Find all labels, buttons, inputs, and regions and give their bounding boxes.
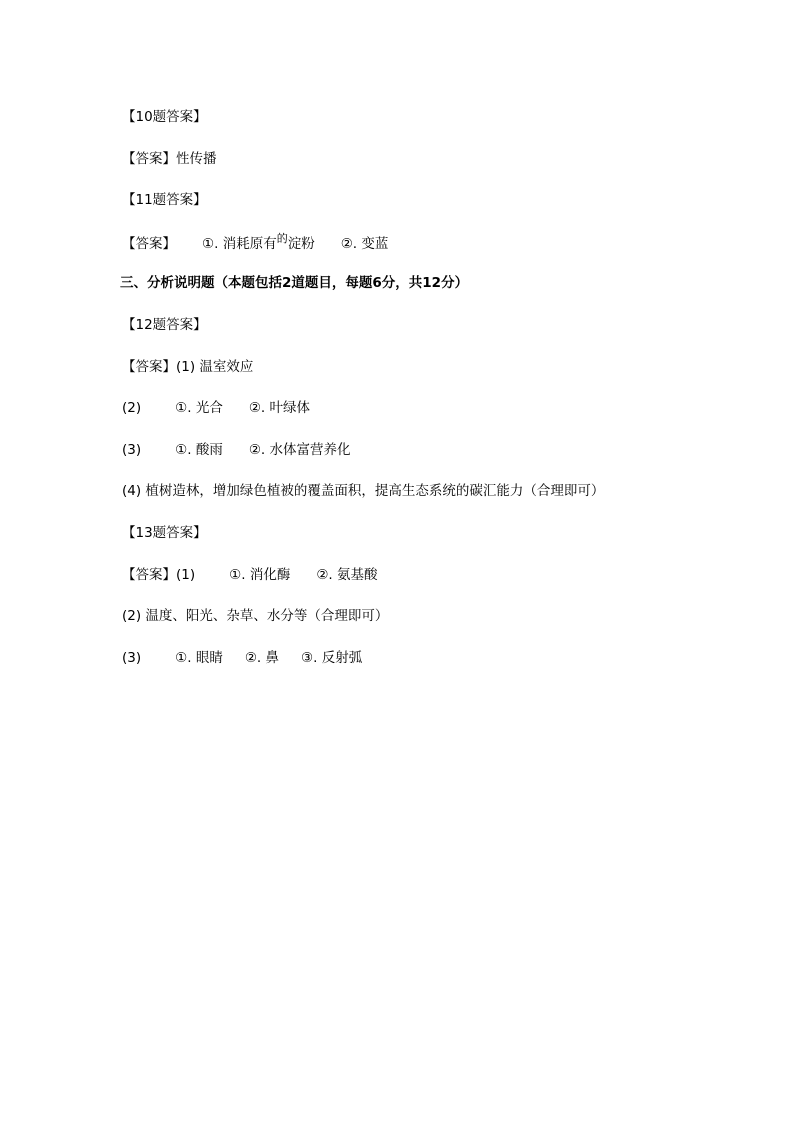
item-marker: ③. bbox=[301, 650, 318, 666]
answer-label: 【答案】 bbox=[122, 567, 176, 583]
q13-part1 bbox=[122, 566, 378, 584]
item-marker: ①. bbox=[202, 236, 219, 252]
item-marker: ②. bbox=[244, 650, 262, 666]
item-text: 水体富营养化 bbox=[269, 442, 351, 458]
answer-label: 【答案】 bbox=[122, 359, 176, 375]
item-text-superscript: 的 bbox=[276, 232, 288, 245]
item-text: 叶绿体 bbox=[269, 400, 311, 416]
q12-part3 bbox=[122, 441, 351, 459]
q13-header bbox=[122, 524, 207, 542]
item-text: 消耗原有 bbox=[222, 236, 277, 252]
answer-text: 性传播 bbox=[176, 151, 217, 167]
item-marker: ②. bbox=[316, 567, 333, 583]
part-number: (4) bbox=[122, 483, 142, 499]
item-marker: ①. bbox=[175, 400, 192, 416]
part-number: (3) bbox=[122, 442, 142, 458]
item-text: 鼻 bbox=[265, 650, 280, 666]
item-text: 光合 bbox=[195, 400, 223, 416]
q12-header-text: 【12题答案】 bbox=[122, 317, 207, 333]
q13-part3 bbox=[122, 649, 362, 667]
item-text: 酸雨 bbox=[195, 442, 223, 458]
section-title bbox=[120, 274, 468, 292]
item-marker: ②. bbox=[340, 236, 358, 252]
item-text: 眼睛 bbox=[195, 650, 223, 666]
part-number: (1) bbox=[176, 567, 196, 583]
part-number: (2) bbox=[122, 400, 142, 416]
item-marker: ①. bbox=[175, 442, 192, 458]
item-text: 消化酶 bbox=[249, 567, 291, 583]
part-number: (3) bbox=[122, 650, 142, 666]
q13-part2 bbox=[122, 607, 388, 625]
item-marker: ②. bbox=[248, 442, 266, 458]
q10-header bbox=[122, 108, 207, 126]
q13-header-text: 【13题答案】 bbox=[122, 525, 207, 541]
item-marker: ①. bbox=[229, 567, 246, 583]
q12-part1 bbox=[122, 358, 253, 376]
q10-header-text: 【10题答案】 bbox=[122, 109, 207, 125]
q12-header bbox=[122, 316, 207, 334]
q12-part4 bbox=[122, 482, 604, 500]
part-number: (2) bbox=[122, 608, 142, 624]
item-text: 氨基酸 bbox=[337, 567, 378, 583]
part-text: 温度、阳光、杂草、水分等（合理即可） bbox=[145, 608, 389, 624]
q10-answer bbox=[122, 150, 217, 168]
item-text: 变蓝 bbox=[361, 236, 389, 252]
item-marker: ②. bbox=[248, 400, 266, 416]
item-text: 淀粉 bbox=[287, 236, 315, 252]
q11-header-text: 【11题答案】 bbox=[122, 192, 207, 208]
q12-part2 bbox=[122, 399, 310, 417]
section-title-text: 三、分析说明题（本题包括2道题目，每题6分，共12分） bbox=[120, 275, 469, 291]
q11-header bbox=[122, 191, 207, 209]
q11-answer bbox=[122, 232, 389, 254]
answer-label: 【答案】 bbox=[122, 151, 176, 167]
part-text: 温室效应 bbox=[199, 359, 254, 375]
part-text: 植树造林，增加绿色植被的覆盖面积，提高生态系统的碳汇能力（合理即可） bbox=[145, 483, 605, 499]
answer-label: 【答案】 bbox=[122, 236, 176, 252]
part-number: (1) bbox=[176, 359, 196, 375]
item-text: 反射弧 bbox=[321, 650, 363, 666]
item-marker: ①. bbox=[175, 650, 192, 666]
